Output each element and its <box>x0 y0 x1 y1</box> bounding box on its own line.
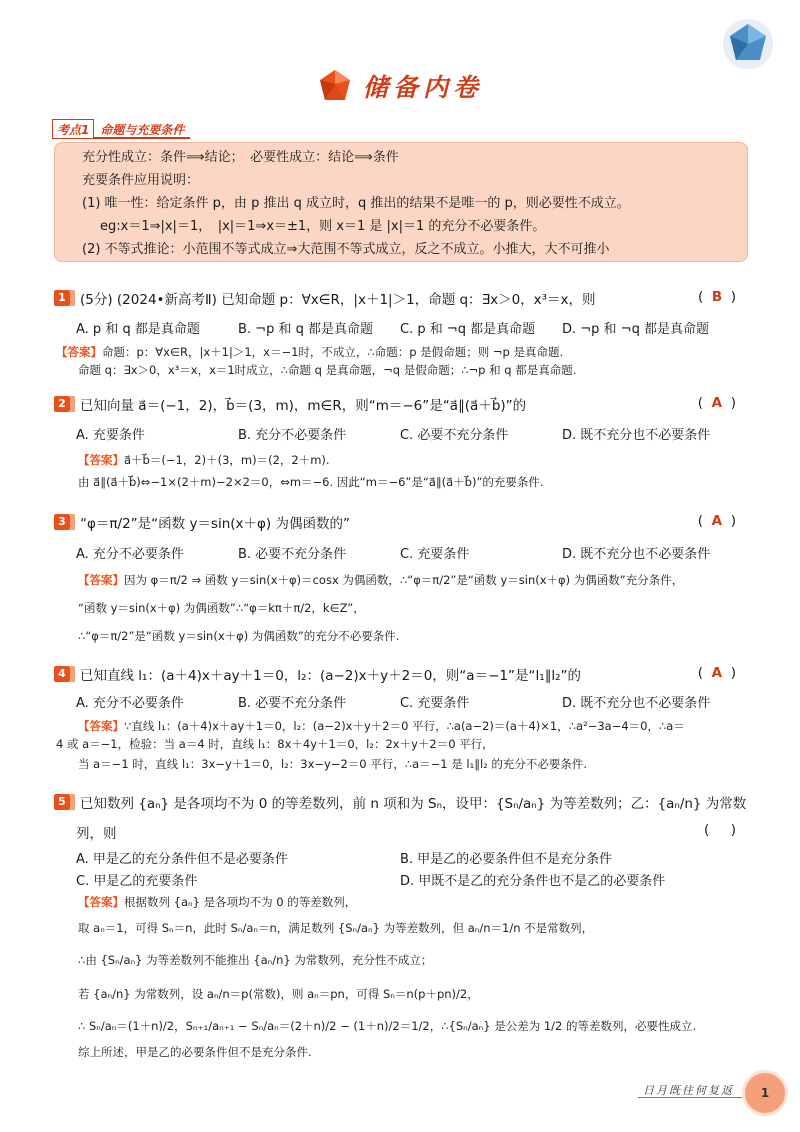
solution-line: 当 a＝−1 时，直线 l₁：3x−y＋1＝0，l₂：3x−y−2＝0 平行，∴a＝−1 是 l₁∥l₂ 的充分不必要条件. <box>78 757 588 771</box>
page-title: 储备内卷 <box>362 73 483 102</box>
knowledge-line: 充要条件应用说明： <box>82 173 200 188</box>
option: A. 充分不必要条件 <box>76 696 184 711</box>
page-number: 1 <box>760 1086 770 1100</box>
option: B. ¬p 和 q 都是真命题 <box>238 322 373 337</box>
solution-line: 【答案】命题：p：∀x∈R，|x＋1|＞1，x＝−1时，不成立，∴命题：p 是假命题；则 ¬p 是真命题. <box>56 345 564 359</box>
question-text: “φ＝π/2”是“函数 y＝sin(x＋φ) 为偶函数的” <box>80 516 350 532</box>
question-number: 2 <box>54 396 70 412</box>
answer-value: A <box>711 513 723 529</box>
question-text: 已知直线 l₁：(a＋4)x＋ay＋1＝0，l₂：(a−2)x＋y＋2＝0，则“a＝−1”是“l₁∥l₂”的 <box>80 668 582 684</box>
gem-icon <box>317 68 353 104</box>
option: B. 充分不必要条件 <box>238 428 347 443</box>
question-stem <box>54 792 746 812</box>
option: C. 必要不充分条件 <box>400 428 509 443</box>
knowledge-line: (1) 唯一性：给定条件 p，由 p 推出 q 成立时，q 推出的结果不是唯一的 p，则必要性不成立。 <box>82 196 630 211</box>
footer-slogan: 日月既往何复返 <box>643 1084 734 1097</box>
knowledge-line: (2) 不等式推论：小范围不等式成立⇒大范围不等式成立，反之不成立。小推大，大不可推小 <box>82 242 610 257</box>
question-text: (5分) (2024•新高考Ⅱ) 已知命题 p：∀x∈R，|x＋1|＞1，命题 q：∃x＞0，x³＝x，则 <box>80 292 596 308</box>
question-text-continued: 列，则 <box>76 826 117 842</box>
question-text: 已知向量 a⃗＝(−1，2)，b⃗＝(3，m)，m∈R，则“m＝−6”是“a⃗∥(a⃗＋b⃗)”的 <box>80 398 527 414</box>
answer-value: A <box>711 665 723 681</box>
answer-bracket: ( A ) <box>697 395 736 411</box>
question-number: 3 <box>54 514 70 530</box>
knowledge-line: 充分性成立：条件⟹结论； 必要性成立：结论⟹条件 <box>82 150 399 165</box>
solution-line: 命题 q：∃x＞0，x³＝x，x＝1时成立，∴命题 q 是真命题，¬q 是假命题；∴¬p 和 q 都是真命题. <box>78 363 577 377</box>
question-stem <box>54 664 581 684</box>
option: A. p 和 q 都是真命题 <box>76 322 200 337</box>
answer-bracket: ( A ) <box>697 513 736 529</box>
option: A. 充分不必要条件 <box>76 547 184 562</box>
cube-logo-icon <box>722 18 774 70</box>
solution-line: ∴ Sₙ/aₙ＝(1＋n)/2，Sₙ₊₁/aₙ₊₁ − Sₙ/aₙ＝(2＋n)/2 − (1＋n)/2＝1/2，∴{Sₙ/aₙ} 是公差为 1/2 的等差数列，必要性成立. <box>78 1019 697 1033</box>
option: D. ¬p 和 ¬q 都是真命题 <box>562 322 709 337</box>
answer-bracket: ( ) <box>703 822 736 838</box>
question-stem <box>54 288 596 308</box>
option: C. 甲是乙的充要条件 <box>76 874 198 889</box>
option: A. 甲是乙的充分条件但不是必要条件 <box>76 852 288 867</box>
topic-tag-number: 考点1 <box>52 119 94 139</box>
solution-line: ∴“φ＝π/2”是“函数 y＝sin(x＋φ) 为偶函数”的充分不必要条件. <box>78 629 400 643</box>
solution-line: 由 a⃗∥(a⃗＋b⃗)⇔−1×(2＋m)−2×2＝0，⇔m＝−6. 因此“m＝−6”是“a⃗∥(a⃗＋b⃗)”的充要条件. <box>78 475 544 489</box>
topic-tag <box>52 119 190 139</box>
answer-bracket: ( B ) <box>697 289 736 305</box>
option: D. 甲既不是乙的充分条件也不是乙的必要条件 <box>400 874 666 889</box>
option: D. 既不充分也不必要条件 <box>562 696 711 711</box>
solution-line: 若 {aₙ/n} 为常数列，设 aₙ/n＝p(常数)，则 aₙ＝pn，可得 Sₙ＝n(p＋pn)/2， <box>78 987 479 1001</box>
question-text: 已知数列 {aₙ} 是各项均不为 0 的等差数列，前 n 项和为 Sₙ，设甲：{Sₙ/aₙ} 为等差数列；乙：{aₙ/n} 为常数 <box>80 796 747 812</box>
answer-value: B <box>711 289 723 305</box>
answer-value: A <box>711 395 723 411</box>
solution-line: ∴由 {Sₙ/aₙ} 为等差数列不能推出 {aₙ/n} 为常数列，充分性不成立； <box>78 953 433 967</box>
solution-line: 【答案】根据数列 {aₙ} 是各项均不为 0 的等差数列， <box>78 895 357 909</box>
solution-line: 【答案】∵直线 l₁：(a＋4)x＋ay＋1＝0，l₂：(a−2)x＋y＋2＝0 平行，∴a(a−2)＝(a＋4)×1，∴a²−3a−4＝0，∴a＝ <box>78 719 685 733</box>
question-number: 5 <box>54 794 70 810</box>
solution-line: 4 或 a＝−1，检验：当 a＝4 时，直线 l₁：8x＋4y＋1＝0，l₂：2x＋y＋2＝0 平行， <box>56 737 494 751</box>
solution-line: “函数 y＝sin(x＋φ) 为偶函数”∴“φ＝kπ＋π/2，k∈Z”， <box>78 601 365 615</box>
footer-divider <box>638 1097 742 1098</box>
topic-tag-name: 命题与充要条件 <box>94 119 190 139</box>
solution-line: 综上所述，甲是乙的必要条件但不是充分条件. <box>78 1045 312 1059</box>
question-number: 4 <box>54 666 70 682</box>
solution-line: 取 aₙ＝1，可得 Sₙ＝n，此时 Sₙ/aₙ＝n，满足数列 {Sₙ/aₙ} 为等差数列，但 aₙ/n＝1/n 不是常数列， <box>78 921 594 935</box>
question-stem <box>54 512 350 532</box>
option: D. 既不充分也不必要条件 <box>562 547 711 562</box>
option: C. 充要条件 <box>400 547 470 562</box>
option: C. p 和 ¬q 都是真命题 <box>400 322 536 337</box>
option: C. 充要条件 <box>400 696 470 711</box>
option: B. 必要不充分条件 <box>238 547 347 562</box>
option: B. 必要不充分条件 <box>238 696 347 711</box>
page-header <box>0 68 800 104</box>
solution-line: 【答案】因为 φ＝π/2 ⇒ 函数 y＝sin(x＋φ)＝cosx 为偶函数，∴“φ＝π/2”是“函数 y＝sin(x＋φ) 为偶函数”充分条件， <box>78 573 684 587</box>
option: D. 既不充分也不必要条件 <box>562 428 711 443</box>
knowledge-line: eg:x＝1⇒|x|＝1， |x|＝1⇒x＝±1，则 x＝1 是 |x|＝1 的充分不必要条件。 <box>100 219 546 234</box>
question-number: 1 <box>54 290 70 306</box>
solution-line: 【答案】a⃗＋b⃗＝(−1，2)＋(3，m)＝(2，2＋m). <box>78 453 330 467</box>
question-stem <box>54 394 526 414</box>
option: B. 甲是乙的必要条件但不是充分条件 <box>400 852 613 867</box>
answer-bracket: ( A ) <box>697 665 736 681</box>
option: A. 充要条件 <box>76 428 145 443</box>
